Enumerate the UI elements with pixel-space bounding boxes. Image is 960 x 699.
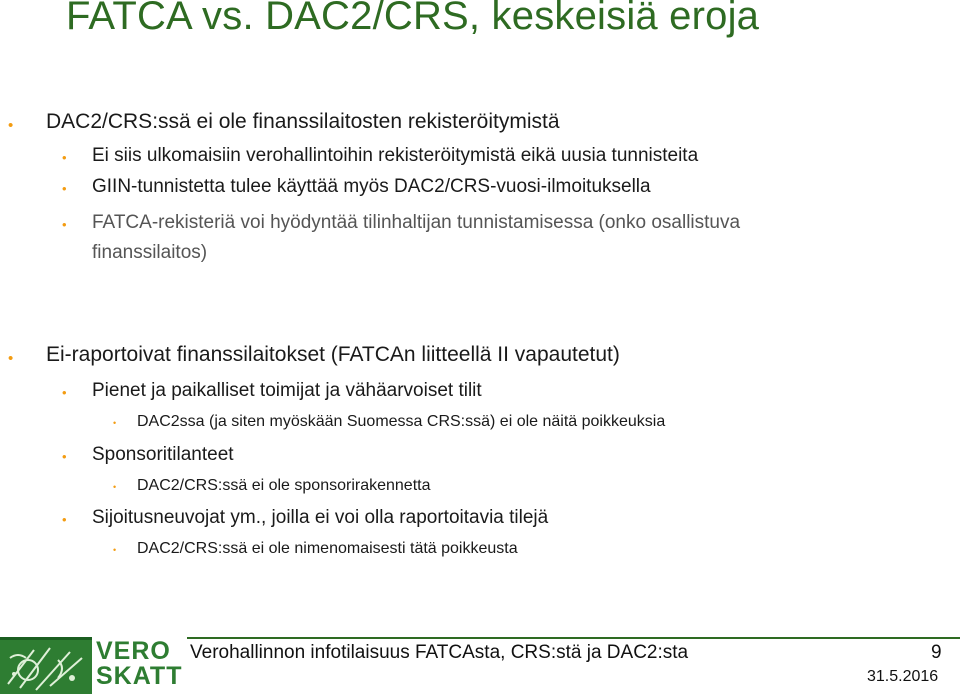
bullet-text: DAC2ssa (ja siten myöskään Suomessa CRS:ssä) ei ole näitä poikkeuksia — [137, 413, 666, 430]
bullet-text-continued: finanssilaitos) — [92, 242, 208, 263]
bullet-text: Sijoitusneuvojat ym., joilla ei voi olla raportoitavia tilejä — [92, 507, 549, 528]
bullet-text: Ei siis ulkomaisiin verohallintoihin rekisteröitymistä eikä uusia tunnisteita — [92, 145, 699, 166]
bullet-icon: • — [113, 545, 117, 555]
vero-skatt-logo — [96, 637, 183, 691]
bullet-icon: • — [62, 385, 67, 400]
footer-divider — [187, 637, 960, 639]
bullet-text: DAC2/CRS:ssä ei ole nimenomaisesti tätä poikkeusta — [137, 540, 518, 557]
page-number: 9 — [931, 642, 942, 663]
logo-text-skatt: SKATT — [96, 662, 183, 690]
slide-title: FATCA vs. DAC2/CRS, keskeisiä eroja — [66, 0, 760, 38]
bullet-text: FATCA-rekisteriä voi hyödyntää tilinhaltijan tunnistamisessa (onko osallistuva — [92, 212, 741, 233]
bullet-icon: • — [62, 181, 67, 196]
bullet-icon: • — [62, 217, 67, 232]
footer-date: 31.5.2016 — [867, 668, 939, 685]
bullet-text: Pienet ja paikalliset toimijat ja vähäarvoiset tilit — [92, 380, 482, 401]
bullet-icon: • — [62, 150, 67, 165]
bullet-text: DAC2/CRS:ssä ei ole sponsorirakennetta — [137, 477, 431, 494]
footer-text: Verohallinnon infotilaisuus FATCAsta, CRS:stä ja DAC2:sta — [190, 642, 689, 663]
bullet-icon: • — [62, 449, 67, 464]
bullet-icon: • — [8, 350, 14, 367]
bullet-text: DAC2/CRS:ssä ei ole finanssilaitosten rekisteröitymistä — [46, 110, 560, 133]
bullet-text: GIIN-tunnistetta tulee käyttää myös DAC2/CRS-vuosi-ilmoituksella — [92, 176, 651, 197]
bullet-icon: • — [62, 512, 67, 527]
logo-text-vero: VERO — [96, 637, 171, 665]
bullet-icon: • — [8, 117, 14, 134]
bullet-icon: • — [113, 418, 117, 428]
bullet-text: Ei-raportoivat finanssilaitokset (FATCAn liitteellä II vapautetut) — [46, 343, 620, 366]
bullet-icon: • — [113, 482, 117, 492]
bullet-text: Sponsoritilanteet — [92, 444, 234, 465]
tax-administration-emblem-icon — [0, 637, 92, 694]
